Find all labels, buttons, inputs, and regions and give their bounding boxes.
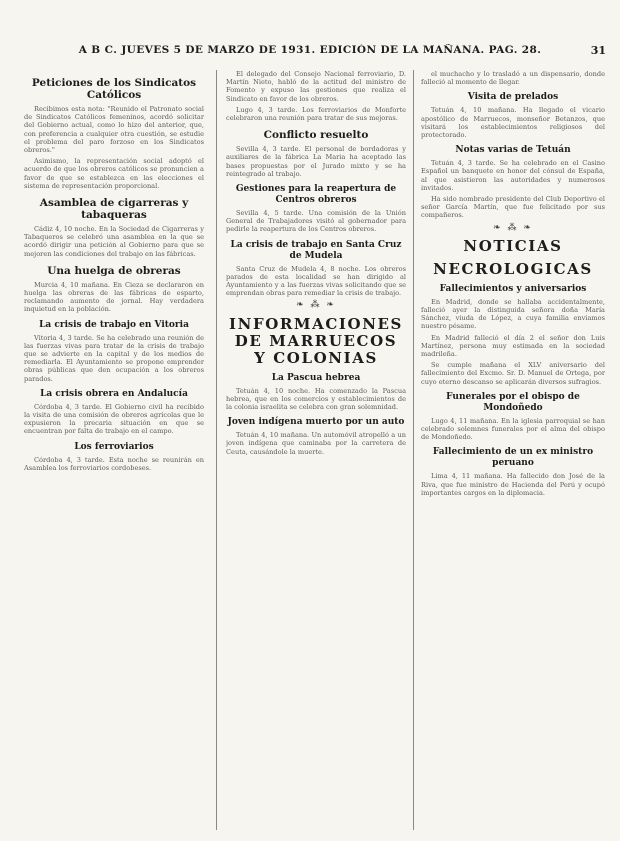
article-text: Tetuán 4, 3 tarde. Se ha celebrado en el Casino Español un banquete en honor del cónsul de España, al que asistieron las autoridades y numerosos invitados. xyxy=(421,159,605,192)
article-text: Vitoria 4, 3 tarde. Se ha celebrado una reunión de las fuerzas vivas para tratar de la crisis de trabajo que se advierte en la capital y de los medios de remediarla. El Ayuntamiento se propone emprender obras públicas que den ocupación a los obreros parados. xyxy=(24,333,204,383)
headline: La Pascua hebrea xyxy=(271,372,361,383)
article-text: Sevilla 4, 5 tarde. Una comisión de la Unión General de Trabajadores visitó al gobernador para pedirle la reapertura de los Centros obreros. xyxy=(226,209,406,234)
article-text: Córdoba 4, 3 tarde. El Gobierno civil ha recibido la visita de una comisión de obreros agrícolas que le expusieron la precaria situación en que se encuentran por falta de trabajo en el campo. xyxy=(24,402,204,436)
headline: Conflicto resuelto xyxy=(263,129,369,142)
column-rule xyxy=(216,70,217,830)
headline: Funerales por el obispo de Mondoñedo xyxy=(446,391,580,413)
article-text: Tetuán 4, 10 mañana. Un automóvil atropelló a un joven indígena que caminaba por la carretera de Ceuta, causándole la muerte. xyxy=(226,431,406,456)
article-text: Recibimos esta nota: "Reunido el Patronato social de Sindicatos Católicos femeninos, acordó solicitar del Gobierno actual, como lo hizo del anterior, que, con preferencia a cualquier otra cuestión, se estudie el problema del paro forzoso en los Sindicatos obreros." xyxy=(24,105,204,155)
headline: Los ferroviarios xyxy=(74,441,154,452)
headline: La crisis de trabajo en Vitoria xyxy=(39,319,189,330)
headline: Visita de prelados xyxy=(467,92,559,103)
article-text: el muchacho y lo trasladó a un dispensario, donde falleció al momento de llegar. xyxy=(421,70,605,87)
article-text: Lima 4, 11 mañana. Ha fallecido don José de la Riva, que fue ministro de Hacienda del Perú y ocupó importantes cargos en la diplomacia. xyxy=(421,472,605,497)
article-text: Córdoba 4, 3 tarde. Esta noche se reunirán en Asamblea los ferroviarios cordobeses. xyxy=(24,455,204,472)
headline: Joven indígena muerto por un auto xyxy=(227,417,405,428)
article-text: Santa Cruz de Mudela 4, 8 noche. Los obreros parados de esta localidad se han dirigido al Ayuntamiento y a las fuerzas vivas solicitando que se emprendan obras para remediar la crisis de trabajo. xyxy=(226,264,406,298)
headline: La crisis obrera en Andalucía xyxy=(40,388,188,399)
headline: Gestiones para la reapertura de Centros obreros xyxy=(235,184,397,206)
headline: Fallecimiento de un ex ministro peruano xyxy=(432,447,594,469)
headline: La crisis de trabajo en Santa Cruz de Mudela xyxy=(230,239,402,261)
article-text: Asimismo, la representación social adoptó el acuerdo de que los obreros católicos se pronuncien a favor de que se establezca en las elecciones el sistema de representación proporcional. xyxy=(24,157,204,190)
article-text: Lugo 4, 3 tarde. Los ferroviarios de Monforte celebraron una reunión para tratar de sus mejoras. xyxy=(226,105,406,123)
article-text: Lugo 4, 11 mañana. En la iglesia parroquial se han celebrado solemnes funerales por el alma del obispo de Mondoñedo. xyxy=(421,416,605,442)
column-rule xyxy=(413,70,414,830)
article-text: Cádiz 4, 10 noche. En la Sociedad de Cigarreras y Tabaqueros se celebró una asamblea en la que se acordó dirigir una petición al Gobierno para que se mejoren las condiciones del trabajo en las fábricas. xyxy=(24,225,204,258)
column-1 xyxy=(24,70,204,830)
article-text: Murcia 4, 10 mañana. En Cieza se declararon en huelga las obreras de las fábricas de esparto, reclamando aumento de jornal. Hay verdadera inquietud en la población. xyxy=(24,280,204,314)
ornament-divider: ❧ ⁂ ❧ xyxy=(296,300,336,311)
headline: Fallecimientos y aniversarios xyxy=(439,283,587,294)
ornament-divider: ❧ ⁂ ❧ xyxy=(493,222,533,233)
article-text: Sevilla 4, 3 tarde. El personal de bordadoras y auxiliares de la fábrica La Maria ha aceptado las bases propuestas por el Jurado mixto y se ha reintegrado al trabajo. xyxy=(226,145,406,178)
section-title: NECROLOGICAS xyxy=(433,259,593,278)
article-text: En Madrid, donde se hallaba accidentalmente, falleció ayer la distinguida señora doña María Sánchez, viuda de López, a cuya familia enviamos nuestro pésame. xyxy=(421,297,605,331)
column-2 xyxy=(226,70,406,830)
section-title: NOTICIAS xyxy=(463,236,563,255)
headline: Una huelga de obreras xyxy=(47,264,181,277)
headline: Notas varias de Tetuán xyxy=(455,145,571,156)
article-text: Tetuán 4, 10 noche. Ha comenzado la Pascua hebrea, que en los comercios y establecimientos de la colonia israelita se celebra con gran solemnidad. xyxy=(226,386,406,412)
article-text: Tetuán 4, 10 mañana. Ha llegado el vicario apostólico de Marruecos, monseñor Betanzos, que visitará los establecimientos religiosos del protectorado. xyxy=(421,106,605,140)
article-text: Ha sido nombrado presidente del Club Deportivo el señor García Martín, que fue felicitado por sus compañeros. xyxy=(421,195,605,220)
section-title: INFORMACIONES DE MARRUECOS Y COLONIAS xyxy=(229,314,403,367)
headline: Peticiones de los Sindicatos Católicos xyxy=(31,77,197,101)
column-3 xyxy=(421,70,605,830)
page-number: 31 xyxy=(590,44,606,57)
headline: Asamblea de cigarreras y tabaqueras xyxy=(39,197,189,222)
article-text: Se cumple mañana el XLV aniversario del fallecimiento del Excmo. Sr. D. Manuel de Ortega, por cuyo eterno descanso se aplicarán diversos sufragios. xyxy=(421,361,605,386)
page-header: A B C. JUEVES 5 DE MARZO DE 1931. EDICIÓN DE LA MAÑANA. PAG. 28. xyxy=(78,44,542,56)
article-text: En Madrid falleció el día 2 el señor don Luis Martínez, persona muy estimada en la sociedad madrileña. xyxy=(421,333,605,359)
article-text: El delegado del Consejo Nacional ferroviario, D. Martín Nieto, habló de la actitud del ministro de Fomento y expuso las gestiones que realiza el Sindicato en favor de los obreros. xyxy=(226,70,406,103)
